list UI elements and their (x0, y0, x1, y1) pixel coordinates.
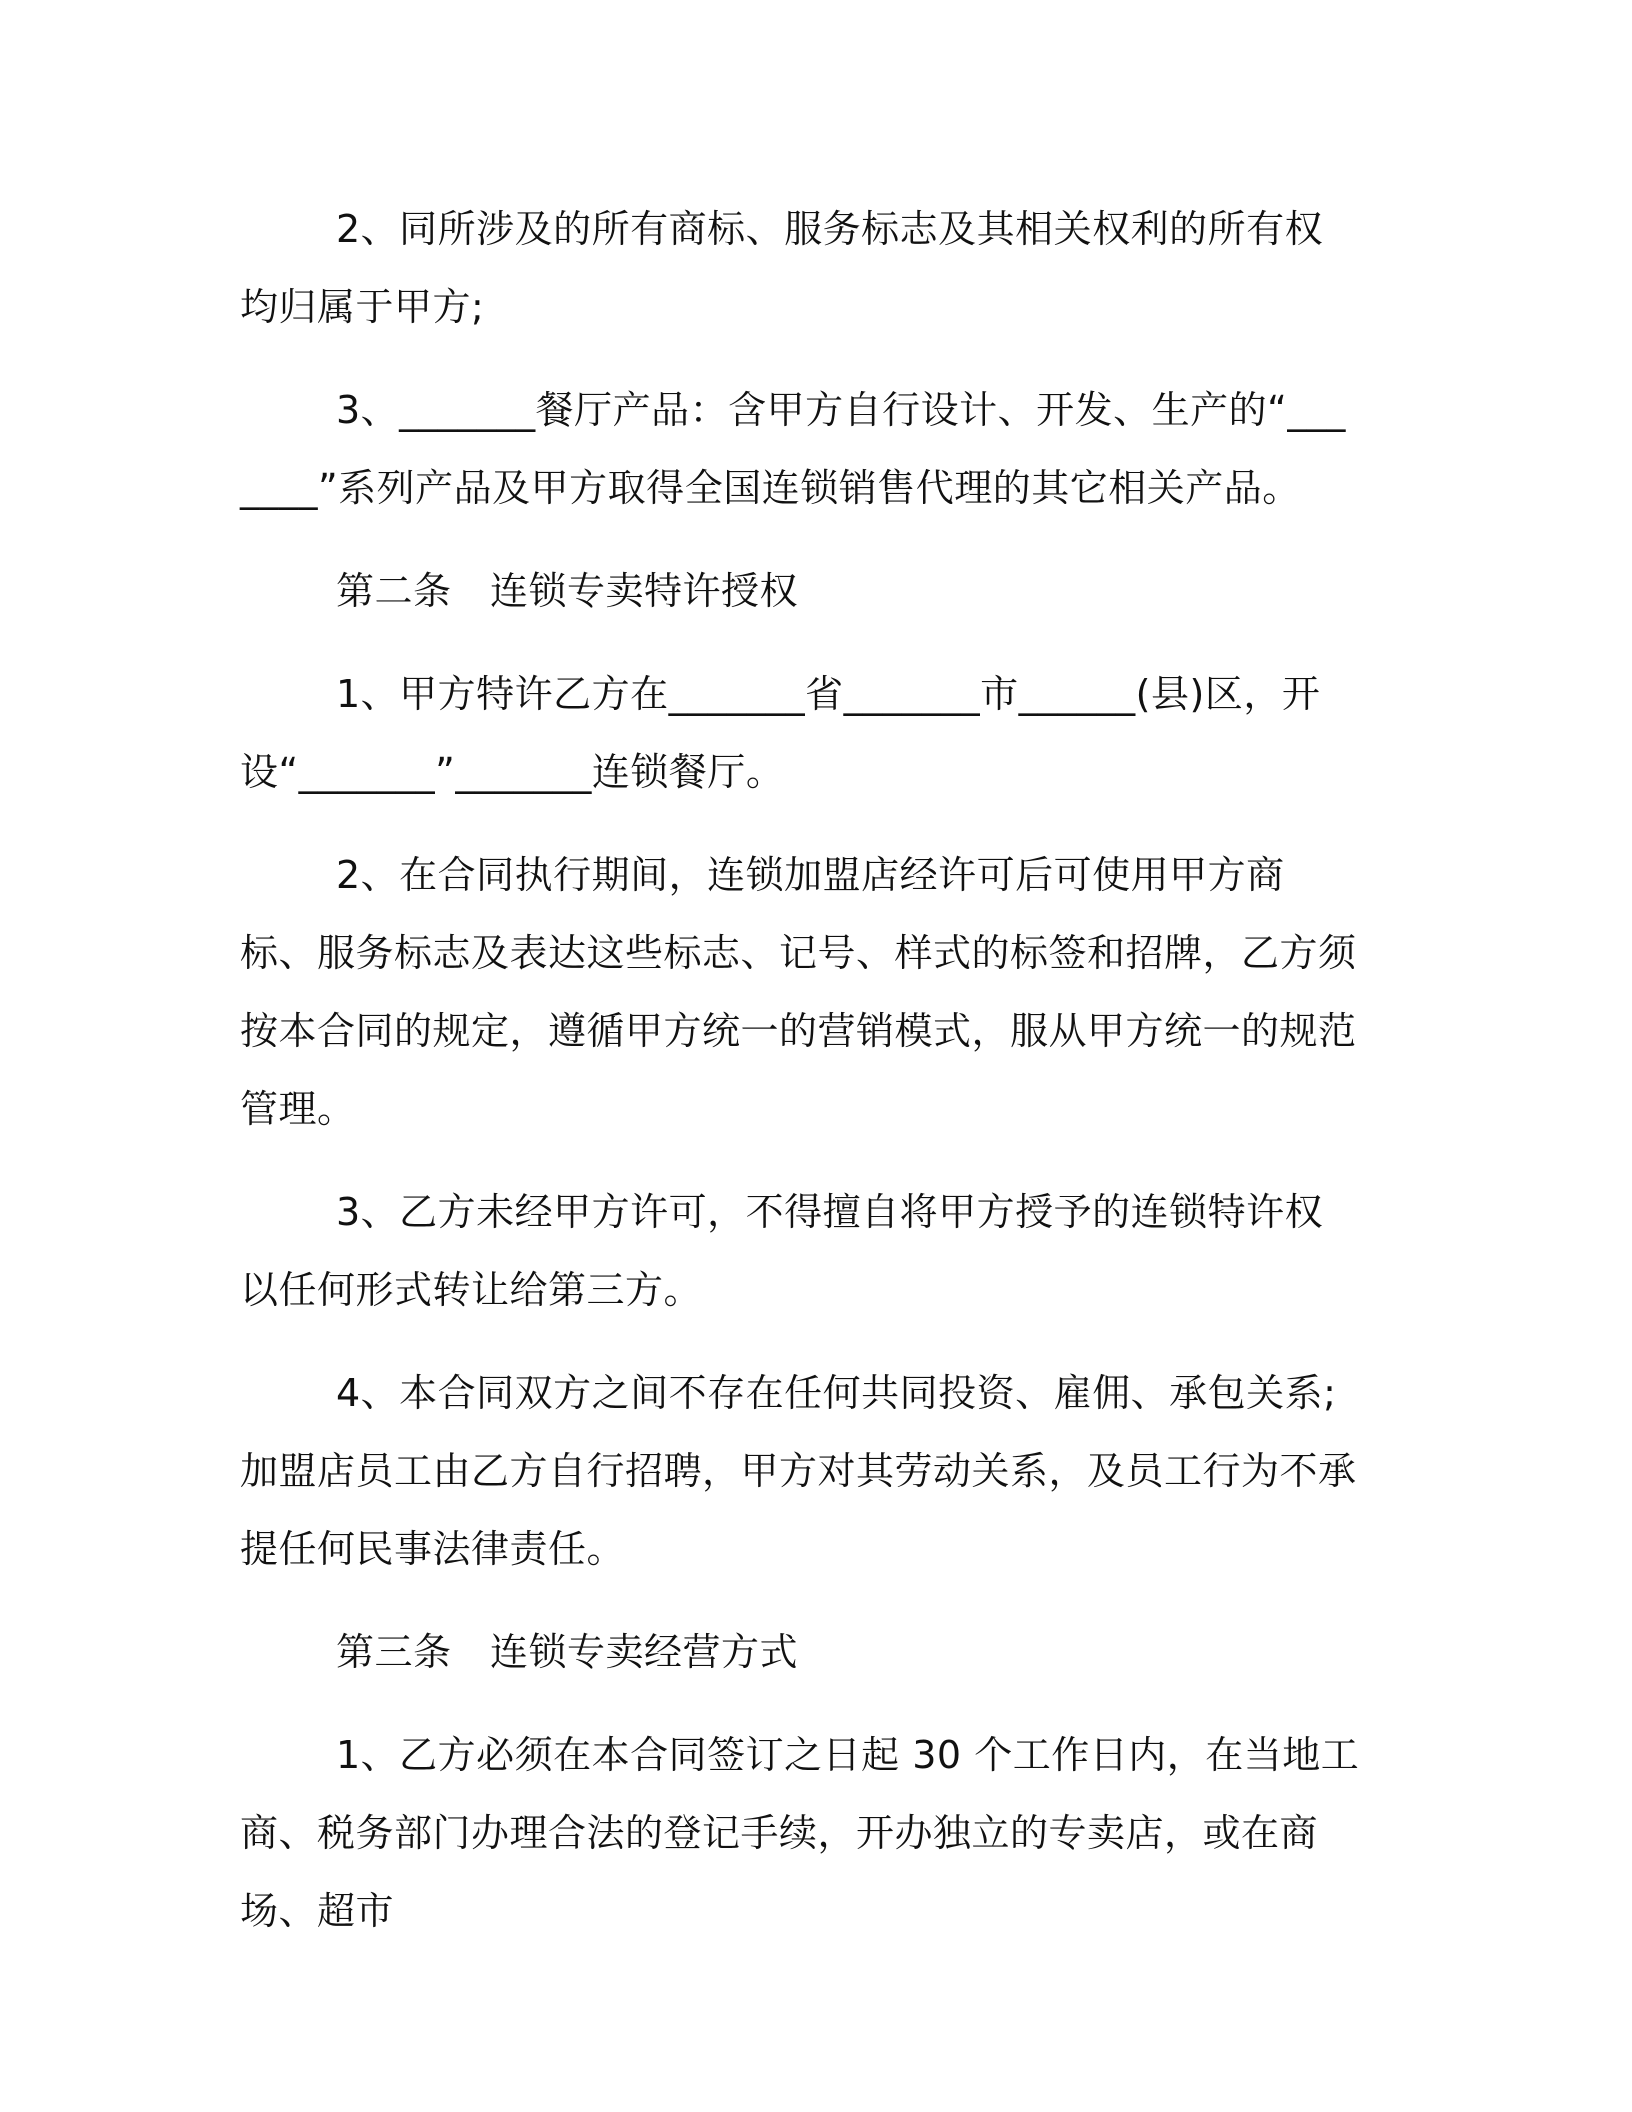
paragraph-trademark-use: 2、在合同执行期间，连锁加盟店经许可后可使用甲方商标、服务标志及表达这些标志、记号、样式的标签和招牌，乙方须按本合同的规定，遵循甲方统一的营销模式，服从甲方统一的规范管理。 (240, 853, 1357, 1131)
document-body (240, 190, 1360, 1950)
article-heading-3: 第三条 连锁专卖经营方式 (336, 1630, 799, 1674)
paragraph-no-joint-relationship: 4、本合同双方之间不存在任何共同投资、雇佣、承包关系;加盟店员工由乙方自行招聘，甲方对其劳动关系，及员工行为不承提任何民事法律责任。 (240, 1371, 1357, 1571)
paragraph-restaurant-products: 3、_______餐厅产品：含甲方自行设计、开发、生产的“_______”系列产品及甲方取得全国连锁销售代理的其它相关产品。 (240, 388, 1346, 510)
paragraph-trademark-ownership: 2、同所涉及的所有商标、服务标志及其相关权利的所有权均归属于甲方; (240, 207, 1324, 329)
article-heading-2: 第二条 连锁专卖特许授权 (336, 569, 799, 613)
paragraph-no-transfer: 3、乙方未经甲方许可，不得擅自将甲方授予的连锁特许权以任何形式转让给第三方。 (240, 1190, 1324, 1312)
paragraph-registration-procedures: 1、乙方必须在本合同签订之日起 30 个工作日内，在当地工商、税务部门办理合法的登记手续，开办独立的专卖店，或在商场、超市 (240, 1733, 1360, 1933)
paragraph-franchise-location: 1、甲方特许乙方在_______省_______市______(县)区，开设“_______”_______连锁餐厅。 (240, 672, 1321, 794)
